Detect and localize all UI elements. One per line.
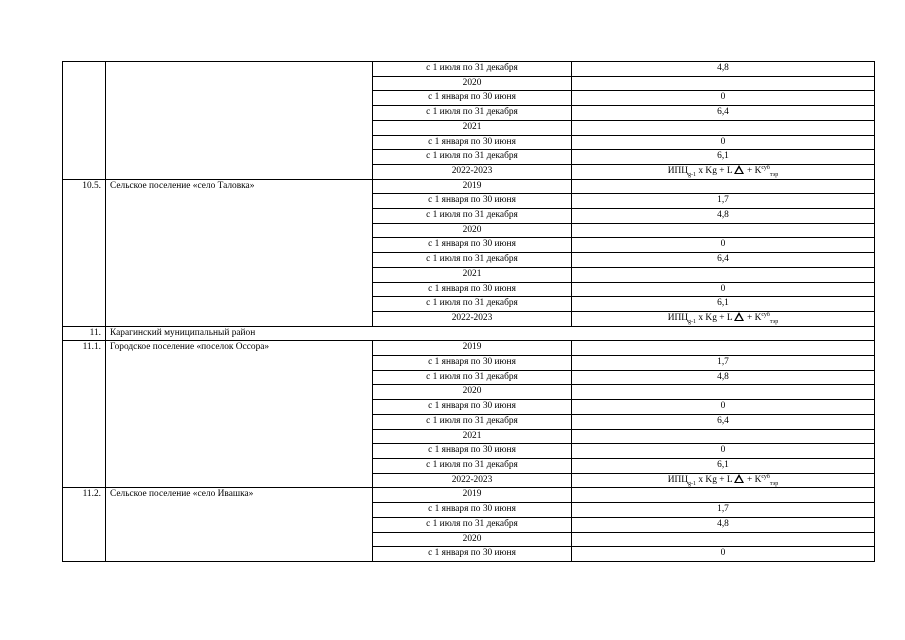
period-cell: с 1 июля по 31 декабря	[373, 106, 572, 121]
value-cell: 0	[572, 135, 875, 150]
year-cell: 2022-2023	[373, 311, 572, 326]
value-cell	[572, 120, 875, 135]
period-cell: с 1 января по 30 июня	[373, 547, 572, 562]
period-cell: с 1 января по 30 июня	[373, 282, 572, 297]
settlement-name-cell: Городское поселение «поселок Оссора»	[106, 341, 373, 488]
settlement-name-cell: Сельское поселение «село Таловка»	[106, 179, 373, 326]
period-cell: с 1 января по 30 июня	[373, 503, 572, 518]
period-cell: с 1 января по 30 июня	[373, 356, 572, 371]
year-cell: 2021	[373, 267, 572, 282]
period-cell: с 1 января по 30 июня	[373, 444, 572, 459]
value-cell: 0	[572, 91, 875, 106]
year-cell: 2022-2023	[373, 164, 572, 179]
value-cell: 6,1	[572, 150, 875, 165]
value-cell	[572, 223, 875, 238]
year-cell: 2021	[373, 429, 572, 444]
delta-icon	[734, 474, 744, 483]
year-cell: 2019	[373, 341, 572, 356]
period-cell: с 1 января по 30 июня	[373, 135, 572, 150]
year-cell: 2021	[373, 120, 572, 135]
value-cell: 0	[572, 282, 875, 297]
period-cell: с 1 июля по 31 декабря	[373, 150, 572, 165]
table-row	[63, 62, 875, 77]
value-cell: 6,1	[572, 458, 875, 473]
table-row	[63, 179, 875, 194]
value-cell: 0	[572, 238, 875, 253]
formula-cell: $ИПЦ_{g-1}$ x $Kg + L + K^{суб}_{тэр}$	[572, 473, 875, 488]
value-cell: 4,8	[572, 517, 875, 532]
period-cell: с 1 июля по 31 декабря	[373, 253, 572, 268]
period-cell: с 1 июля по 31 декабря	[373, 209, 572, 224]
year-cell: 2019	[373, 488, 572, 503]
value-cell	[572, 488, 875, 503]
row-number-cell: 11.2.	[63, 488, 106, 562]
value-cell: 1,7	[572, 356, 875, 371]
settlement-name-cell	[106, 62, 373, 180]
period-cell: с 1 июля по 31 декабря	[373, 297, 572, 312]
tariff-table	[62, 61, 875, 562]
period-cell: с 1 июля по 31 декабря	[373, 370, 572, 385]
table-row	[63, 488, 875, 503]
value-cell	[572, 179, 875, 194]
row-number-cell: 11.1.	[63, 341, 106, 488]
value-cell: 6,4	[572, 253, 875, 268]
period-cell: с 1 января по 30 июня	[373, 238, 572, 253]
value-cell: 0	[572, 400, 875, 415]
year-cell: 2020	[373, 76, 572, 91]
period-cell: с 1 июля по 31 декабря	[373, 414, 572, 429]
value-cell: 0	[572, 547, 875, 562]
district-name-cell: Карагинский муниципальный район	[106, 326, 875, 341]
value-cell: 0	[572, 444, 875, 459]
value-cell	[572, 429, 875, 444]
formula-cell: $ИПЦ_{g-1}$ x $Kg + L + K^{суб}_{тэр}$	[572, 311, 875, 326]
period-cell: с 1 июля по 31 декабря	[373, 62, 572, 77]
delta-icon	[734, 165, 744, 174]
value-cell: 6,1	[572, 297, 875, 312]
table-row	[63, 326, 875, 341]
delta-icon	[734, 312, 744, 321]
settlement-name-cell: Сельское поселение «село Ивашка»	[106, 488, 373, 562]
value-cell	[572, 341, 875, 356]
year-cell: 2020	[373, 223, 572, 238]
row-number-cell: 10.5.	[63, 179, 106, 326]
value-cell: 4,8	[572, 209, 875, 224]
value-cell: 4,8	[572, 62, 875, 77]
value-cell	[572, 532, 875, 547]
row-number-cell	[63, 62, 106, 180]
value-cell: 1,7	[572, 503, 875, 518]
period-cell: с 1 января по 30 июня	[373, 400, 572, 415]
value-cell: 1,7	[572, 194, 875, 209]
value-cell	[572, 267, 875, 282]
year-cell: 2020	[373, 532, 572, 547]
formula-cell: $ИПЦ_{g-1}$ x $Kg + L + K^{суб}_{тэр}$	[572, 164, 875, 179]
value-cell	[572, 385, 875, 400]
year-cell: 2019	[373, 179, 572, 194]
value-cell	[572, 76, 875, 91]
period-cell: с 1 января по 30 июня	[373, 91, 572, 106]
value-cell: 6,4	[572, 414, 875, 429]
period-cell: с 1 января по 30 июня	[373, 194, 572, 209]
table-row	[63, 341, 875, 356]
row-number-cell: 11.	[63, 326, 106, 341]
year-cell: 2020	[373, 385, 572, 400]
period-cell: с 1 июля по 31 декабря	[373, 517, 572, 532]
period-cell: с 1 июля по 31 декабря	[373, 458, 572, 473]
value-cell: 4,8	[572, 370, 875, 385]
value-cell: 6,4	[572, 106, 875, 121]
year-cell: 2022-2023	[373, 473, 572, 488]
